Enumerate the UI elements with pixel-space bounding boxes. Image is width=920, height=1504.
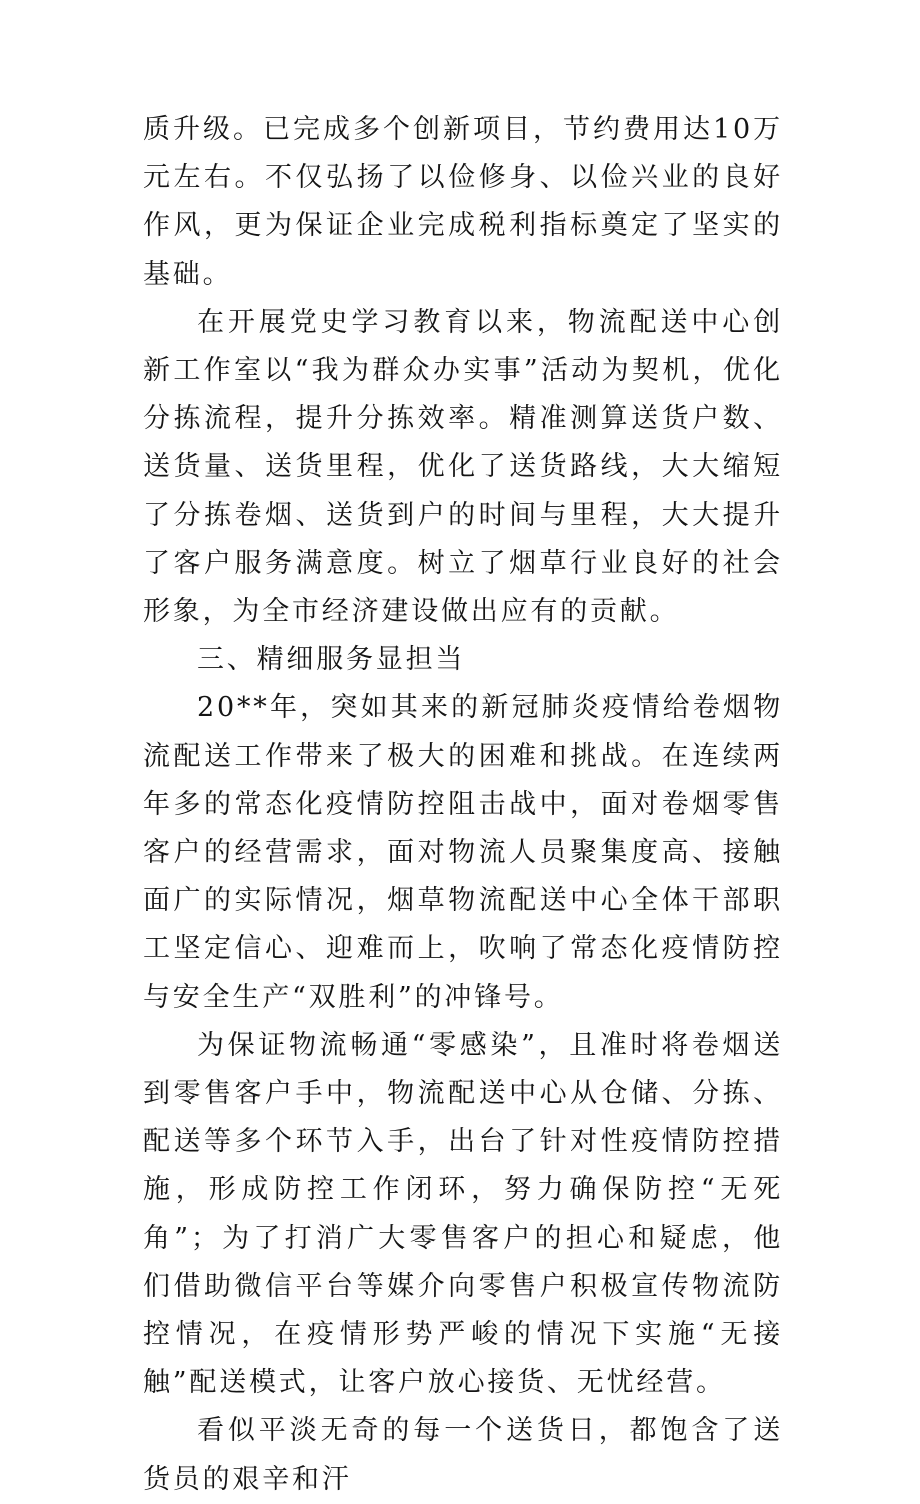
paragraph-epidemic-challenge: 20**年，突如其来的新冠肺炎疫情给卷烟物流配送工作带来了极大的困难和挑战。在连续两年多的常态化疫情防控阻击战中，面对卷烟零售客户的经营需求，面对物流人员聚集度高、接触面广的实际情况，烟草物流配送中心全体干部职工坚定信心、迎难而上，吹响了常态化疫情防控与安全生产“双胜利”的冲锋号。 [143, 692, 783, 1013]
paragraph-zero-infection: 为保证物流畅通“零感染”，且准时将卷烟送到零售客户手中，物流配送中心从仓储、分拣、配送等多个环节入手，出台了针对性疫情防控措施，形成防控工作闭环，努力确保防控“无死角”；为了打消广大零售客户的担心和疑虑，他们借助微信平台等媒介向零售户积极宣传物流防控情况，在疫情形势严峻的情况下实施“无接触”配送模式，让客户放心接货、无忧经营。 [143, 1029, 783, 1399]
paragraph-delivery-day: 看似平淡无奇的每一个送货日，都饱含了送货员的艰辛和汗 [143, 1415, 783, 1495]
section-heading-3: 三、精细服务显担当 [197, 644, 466, 676]
paragraph-party-history-education: 在开展党史学习教育以来，物流配送中心创新工作室以“我为群众办实事”活动为契机，优化分拣流程，提升分拣效率。精准测算送货户数、送货量、送货里程，优化了送货路线，大大缩短了分拣卷烟、送货到户的时间与里程，大大提升了客户服务满意度。树立了烟草行业良好的社会形象，为全市经济建设做出应有的贡献。 [143, 306, 783, 628]
paragraph-continued: 质升级。已完成多个创新项目，节约费用达10万元左右。不仅弘扬了以俭修身、以俭兴业的良好作风，更为保证企业完成税利指标奠定了坚实的基础。 [143, 114, 783, 290]
document-body [143, 106, 783, 1504]
